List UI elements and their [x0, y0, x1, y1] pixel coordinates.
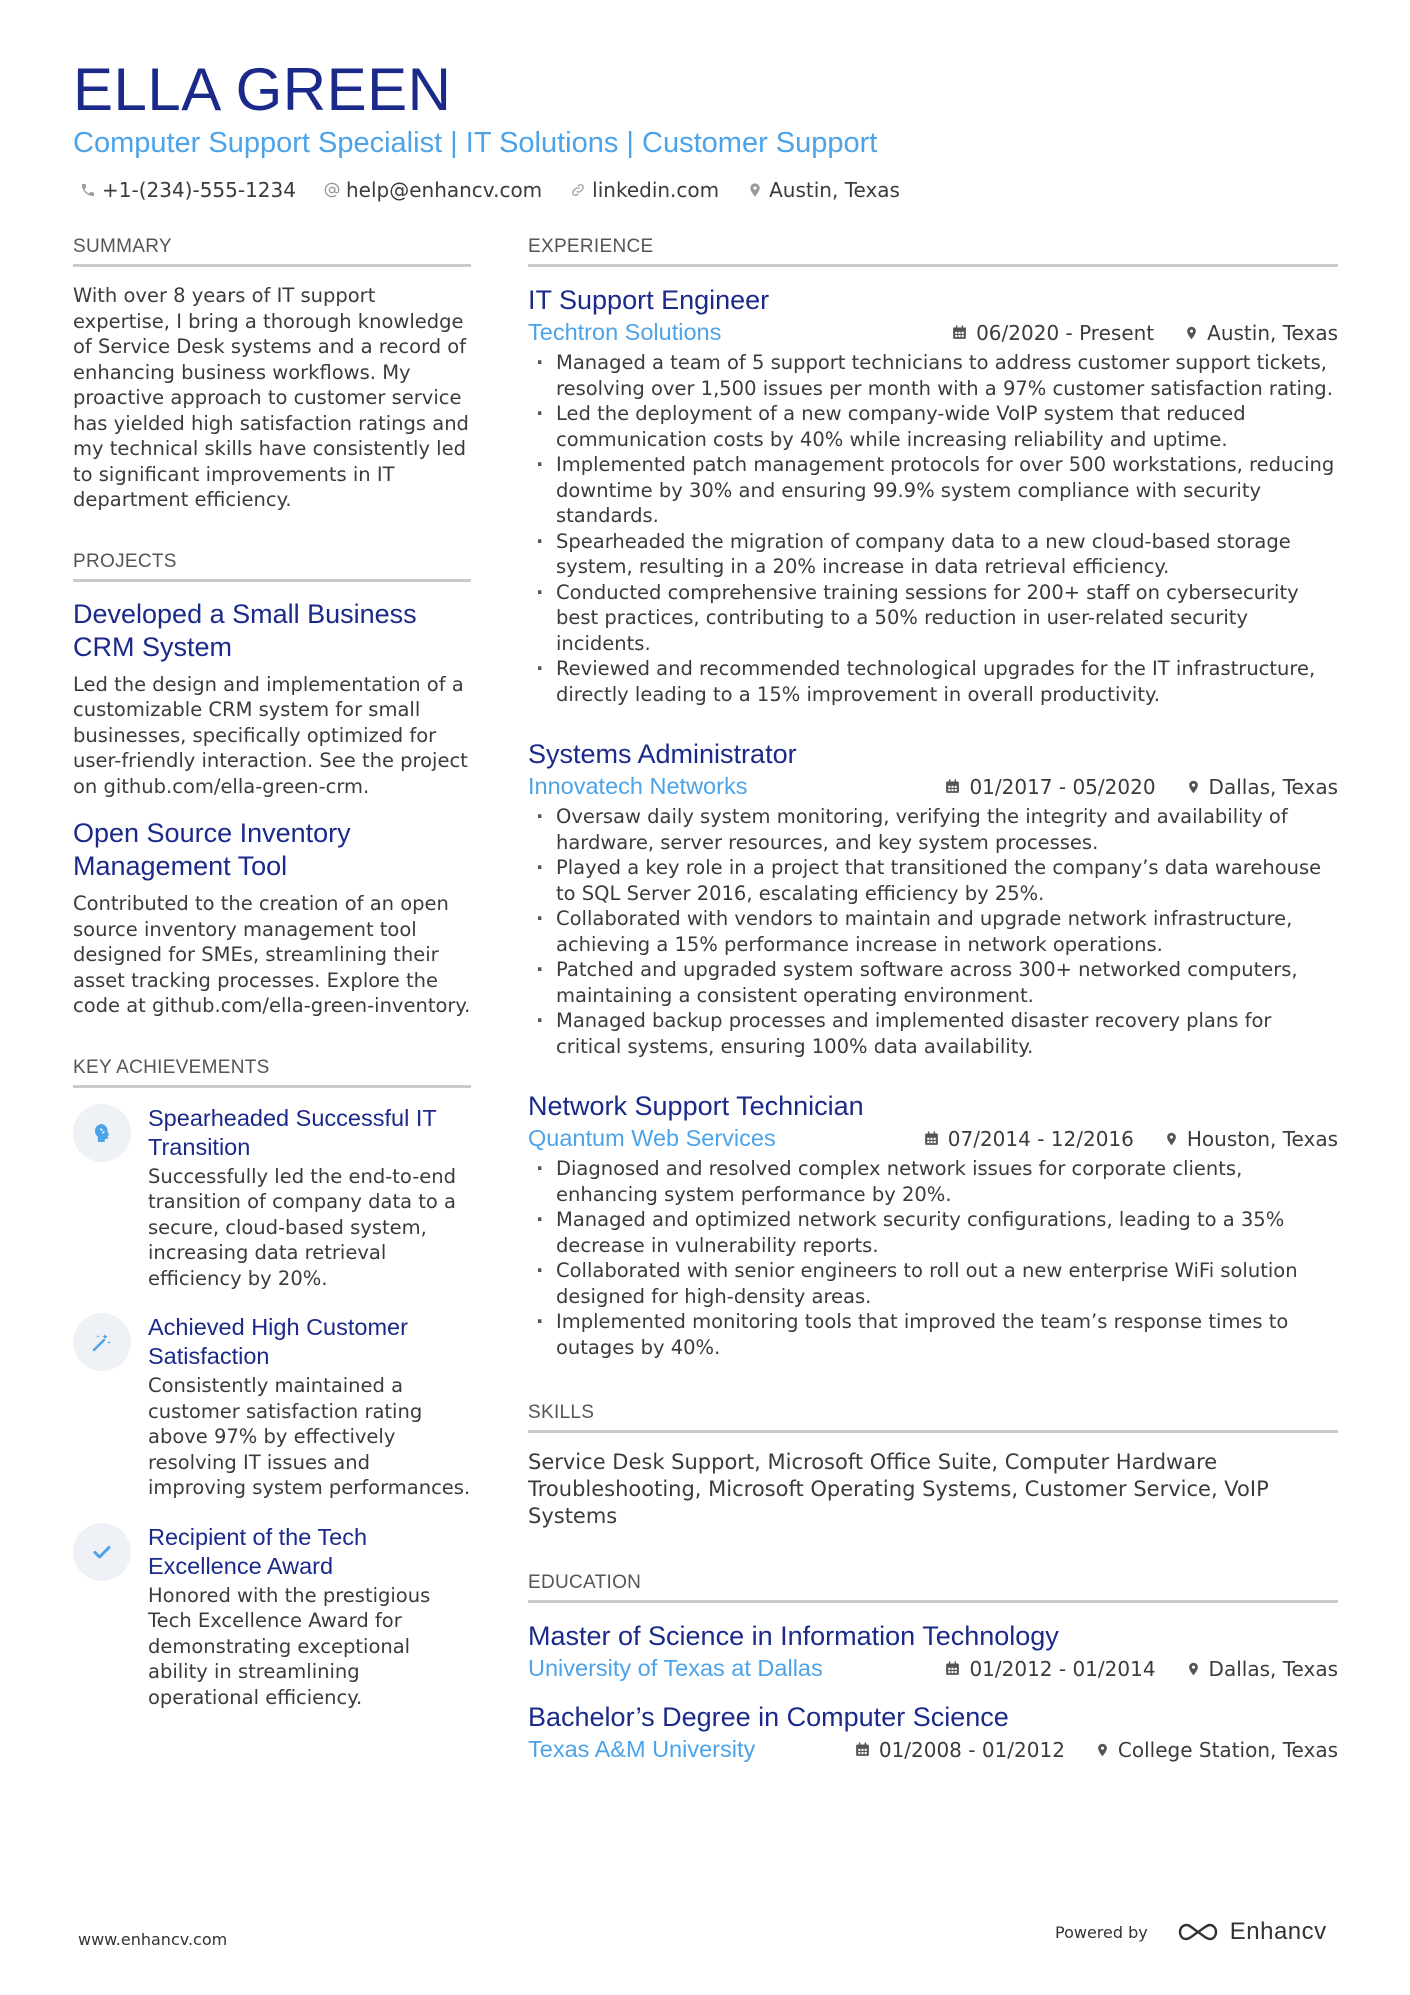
experience-heading: EXPERIENCE [528, 236, 1338, 267]
link-icon [570, 182, 586, 198]
education-dates [854, 1738, 1065, 1762]
job-bullet: · Implemented patch management protocols for over 500 workstations, reducing downtime by 30% and ensuring 99.9% system compliance with security standards. [528, 452, 1338, 529]
calendar-icon [944, 778, 961, 795]
job-entry [528, 1089, 1338, 1360]
project-title: Developed a Small Business CRM System [73, 598, 417, 662]
job-location [1186, 775, 1338, 799]
job-bullet: · Managed backup processes and implemented disaster recovery plans for critical systems, ensuring 100% data availability. [528, 1008, 1338, 1059]
location-pin-icon [747, 181, 763, 199]
location-pin-icon [1164, 1130, 1179, 1148]
powered-by-text: Powered by [1055, 1922, 1148, 1942]
job-bullet: · Diagnosed and resolved complex network issues for corporate clients, enhancing system performance by 20%. [528, 1156, 1338, 1207]
footer-branding[interactable] [1055, 1918, 1327, 1946]
at-icon [324, 182, 340, 198]
education-dates-text: 01/2008 - 01/2012 [878, 1737, 1065, 1762]
brand-name: Enhancv [1229, 1918, 1327, 1945]
achievement-description: Successfully led the end-to-end transition of company data to a secure, cloud-based system, increasing data retrieval efficiency by 20%. [148, 1164, 457, 1290]
job-bullet: · Oversaw daily system monitoring, verifying the integrity and availability of hardware, server resources, and key system processes. [528, 804, 1338, 855]
project-description: Led the design and implementation of a customizable CRM system for small businesses, specifically optimized for user-friendly interaction. See the project on github.com/ella-green-crm. [73, 672, 468, 798]
job-title: Network Support Technician [528, 1091, 864, 1121]
job-entry [528, 283, 1338, 707]
email-text: help@enhancv.com [345, 178, 543, 202]
magic-wand-icon [90, 1330, 114, 1354]
job-bullet: · Conducted comprehensive training sessions for 200+ staff on cybersecurity best practices, contributing to a 50% reduction in user-related security incidents. [528, 580, 1338, 657]
contact-phone[interactable] [80, 178, 296, 202]
brain-icon [90, 1121, 114, 1145]
job-bullets [528, 1156, 1338, 1360]
achievement-item [73, 1523, 471, 1711]
footer-website[interactable]: www.enhancv.com [78, 1930, 228, 1949]
calendar-icon [854, 1741, 871, 1758]
education-dates-text: 01/2012 - 01/2014 [969, 1656, 1156, 1681]
education-entry [528, 1619, 1338, 1682]
location-pin-icon [1186, 1660, 1201, 1678]
contact-linkedin[interactable] [570, 178, 719, 202]
education-entry [528, 1700, 1338, 1763]
check-icon [90, 1540, 114, 1564]
job-bullet: · Managed a team of 5 support technicians to address customer support tickets, resolving over 1,500 issues per month with a 97% customer satisfaction rating. [528, 350, 1338, 401]
phone-text: +1-(234)-555-1234 [102, 178, 296, 202]
enhancv-logo-icon [1176, 1920, 1220, 1944]
education-meta [528, 1736, 1338, 1763]
project-item [73, 598, 471, 800]
contact-email[interactable] [324, 178, 542, 202]
summary-text: With over 8 years of IT support expertise, I bring a thorough knowledge of Service Desk systems and a record of enhancing business workflows. My proactive approach to customer service has yielded high satisfaction ratings and my technical skills have consistently led to significant improvements in IT department efficiency. [73, 284, 469, 511]
education-school: University of Texas at Dallas [528, 1655, 823, 1681]
experience-section [528, 236, 1338, 1360]
job-location [1184, 321, 1338, 345]
job-location-text: Houston, Texas [1186, 1126, 1338, 1151]
job-bullet: · Spearheaded the migration of company data to a new cloud-based storage system, resulting in a 20% increase in data retrieval efficiency. [528, 529, 1338, 580]
job-location-text: Austin, Texas [1207, 320, 1338, 345]
education-meta-right [854, 1738, 1338, 1762]
job-bullet: · Managed and optimized network security configurations, leading to a 35% decrease in vulnerability reports. [528, 1207, 1338, 1258]
job-dates [944, 775, 1155, 799]
job-bullet: · Patched and upgraded system software across 300+ networked computers, maintaining a consistent operating environment. [528, 957, 1338, 1008]
job-bullet: · Collaborated with senior engineers to roll out a new enterprise WiFi solution designed for high-density areas. [528, 1258, 1338, 1309]
achievement-icon-badge [73, 1313, 131, 1371]
projects-heading: PROJECTS [73, 551, 471, 582]
education-degree: Master of Science in Information Technology [528, 1621, 1059, 1651]
education-school: Texas A&M University [528, 1736, 756, 1762]
job-dates [923, 1127, 1134, 1151]
education-dates [944, 1657, 1155, 1681]
summary-heading: SUMMARY [73, 236, 471, 267]
job-entry [528, 737, 1338, 1059]
project-item [73, 817, 471, 1019]
job-bullets [528, 350, 1338, 707]
achievement-content [148, 1523, 471, 1711]
achievement-icon-badge [73, 1104, 131, 1162]
skills-heading: SKILLS [528, 1402, 1338, 1433]
job-company: Techtron Solutions [528, 319, 722, 345]
contact-bar [80, 178, 928, 202]
education-degree: Bachelor’s Degree in Computer Science [528, 1702, 1009, 1732]
location-pin-icon [1186, 778, 1201, 796]
achievement-title: Achieved High Customer Satisfaction [148, 1314, 408, 1369]
job-meta-right [923, 1127, 1338, 1151]
job-meta-right [951, 321, 1338, 345]
achievements-heading: KEY ACHIEVEMENTS [73, 1057, 471, 1088]
calendar-icon [951, 324, 968, 341]
linkedin-text: linkedin.com [592, 178, 720, 202]
job-meta [528, 1125, 1338, 1152]
job-meta-right [944, 775, 1338, 799]
location-text: Austin, Texas [769, 178, 900, 202]
job-dates-text: 07/2014 - 12/2016 [947, 1126, 1134, 1151]
calendar-icon [923, 1130, 940, 1147]
job-title: Systems Administrator [528, 739, 797, 769]
achievement-title: Spearheaded Successful IT Transition [148, 1104, 437, 1160]
right-column [528, 236, 1338, 1781]
candidate-headline: Computer Support Specialist | IT Solutions | Customer Support [73, 127, 878, 159]
achievements-section [73, 1057, 471, 1711]
phone-icon [80, 182, 96, 198]
skills-section [528, 1402, 1338, 1530]
education-heading: EDUCATION [528, 1572, 1338, 1603]
job-title: IT Support Engineer [528, 285, 770, 315]
job-dates-text: 01/2017 - 05/2020 [969, 774, 1156, 799]
job-dates-text: 06/2020 - Present [976, 320, 1155, 345]
location-pin-icon [1184, 324, 1199, 342]
candidate-name: ELLA GREEN [73, 56, 452, 123]
job-bullet: · Collaborated with vendors to maintain and upgrade network infrastructure, achieving a 15% performance increase in network operations. [528, 906, 1338, 957]
projects-section [73, 551, 471, 1019]
achievement-description: Consistently maintained a customer satisfaction rating above 97% by effectively resolving IT issues and improving system performances. [148, 1374, 471, 1499]
education-location [1095, 1738, 1338, 1762]
education-location [1186, 1657, 1338, 1681]
education-meta [528, 1655, 1338, 1682]
job-bullet: · Reviewed and recommended technological upgrades for the IT infrastructure, directly leading to a 15% improvement in overall productivity. [528, 656, 1338, 707]
job-bullet: · Played a key role in a project that transitioned the company’s data warehouse to SQL Server 2016, escalating efficiency by 25%. [528, 855, 1338, 906]
achievement-description: Honored with the prestigious Tech Excellence Award for demonstrating exceptional ability in streamlining operational efficiency. [148, 1583, 431, 1709]
job-company: Quantum Web Services [528, 1125, 776, 1151]
education-section [528, 1572, 1338, 1763]
achievement-item [73, 1313, 471, 1501]
skills-text: Service Desk Support, Microsoft Office Suite, Computer Hardware Troubleshooting, Microsoft Operating Systems, Customer Service, VoIP Systems [528, 1450, 1269, 1528]
contact-location [747, 178, 900, 202]
job-bullet: · Led the deployment of a new company-wide VoIP system that reduced communication costs by 40% while increasing reliability and uptime. [528, 401, 1338, 452]
job-dates [951, 321, 1154, 345]
education-meta-right [944, 1657, 1338, 1681]
project-description: Contributed to the creation of an open source inventory management tool designed for SMEs, streamlining their asset tracking processes. Explore the code at github.com/ella-green-inventory. [73, 892, 471, 1017]
job-location [1164, 1127, 1338, 1151]
education-location-text: College Station, Texas [1117, 1737, 1338, 1762]
location-pin-icon [1095, 1741, 1110, 1759]
job-company: Innovatech Networks [528, 773, 748, 799]
education-location-text: Dallas, Texas [1208, 1656, 1338, 1681]
achievement-content [148, 1104, 471, 1292]
achievement-icon-badge [73, 1523, 131, 1581]
achievement-content [148, 1313, 471, 1501]
job-bullets [528, 804, 1338, 1059]
project-title: Open Source Inventory Management Tool [73, 818, 351, 881]
job-meta [528, 319, 1338, 346]
job-location-text: Dallas, Texas [1208, 774, 1338, 799]
job-meta [528, 773, 1338, 800]
calendar-icon [944, 1660, 961, 1677]
achievement-item [73, 1104, 471, 1292]
achievement-title: Recipient of the Tech Excellence Award [148, 1523, 368, 1579]
left-column [73, 236, 471, 1732]
job-bullet: · Implemented monitoring tools that improved the team’s response times to outages by 40%. [528, 1309, 1338, 1360]
summary-section [73, 236, 471, 513]
